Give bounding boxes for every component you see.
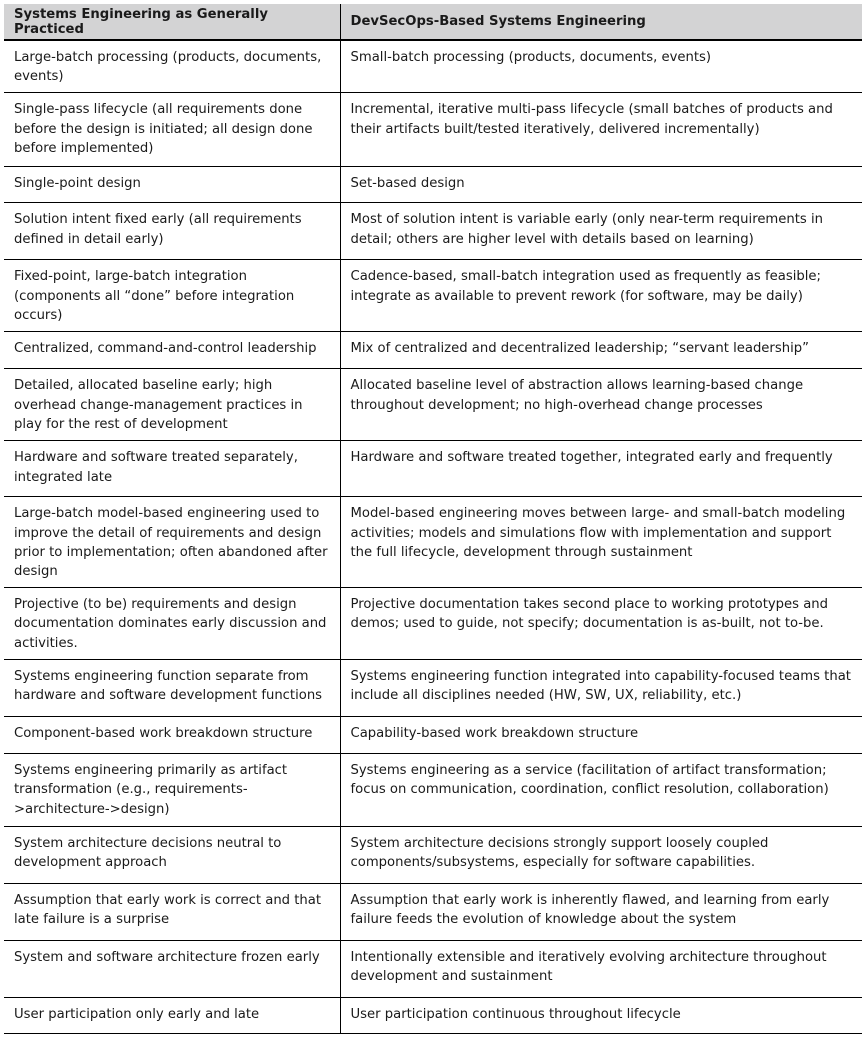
cell-traditional-practice: Solution intent fixed early (all requirements defined in detail early) (4, 203, 340, 260)
cell-devsecops-practice: Allocated baseline level of abstraction allows learning-based change throughout development; no high-overhead change processes (340, 369, 862, 441)
table-row (4, 941, 862, 998)
cell-traditional-practice: System architecture decisions neutral to development approach (4, 827, 340, 884)
table-row (4, 754, 862, 827)
cell-devsecops-practice: Systems engineering as a service (facilitation of artifact transformation; focus on communication, coordination, conflict resolution, collaboration) (340, 754, 862, 827)
table-row (4, 660, 862, 717)
cell-traditional-practice: Systems engineering primarily as artifact transformation (e.g., requirements->architecture->design) (4, 754, 340, 827)
cell-traditional-practice: System and software architecture frozen early (4, 941, 340, 998)
cell-traditional-practice: Systems engineering function separate from hardware and software development functions (4, 660, 340, 717)
cell-devsecops-practice: Mix of centralized and decentralized leadership; “servant leadership” (340, 332, 862, 369)
cell-devsecops-practice: Incremental, iterative multi-pass lifecycle (small batches of products and their artifacts built/tested iteratively, delivered incrementally) (340, 93, 862, 167)
table-row (4, 203, 862, 260)
cell-traditional-practice: Component-based work breakdown structure (4, 717, 340, 754)
table-row (4, 588, 862, 660)
cell-traditional-practice: Single-pass lifecycle (all requirements done before the design is initiated; all design done before implemented) (4, 93, 340, 167)
header-row (4, 4, 862, 40)
cell-traditional-practice: Single-point design (4, 167, 340, 203)
comparison-table-container (4, 4, 862, 1034)
cell-traditional-practice: Hardware and software treated separately, integrated late (4, 441, 340, 497)
table-row (4, 332, 862, 369)
cell-devsecops-practice: Set-based design (340, 167, 862, 203)
table-row (4, 998, 862, 1034)
cell-traditional-practice: Assumption that early work is correct and that late failure is a surprise (4, 884, 340, 941)
table-row (4, 497, 862, 588)
table-row (4, 260, 862, 332)
header-devsecops-se: DevSecOps-Based Systems Engineering (340, 4, 862, 40)
cell-devsecops-practice: Intentionally extensible and iteratively evolving architecture throughout development and sustainment (340, 941, 862, 998)
cell-devsecops-practice: Systems engineering function integrated into capability-focused teams that include all disciplines needed (HW, SW, UX, reliability, etc.) (340, 660, 862, 717)
cell-traditional-practice: Detailed, allocated baseline early; high overhead change-management practices in play for the rest of development (4, 369, 340, 441)
cell-devsecops-practice: User participation continuous throughout lifecycle (340, 998, 862, 1034)
table-row (4, 40, 862, 93)
cell-devsecops-practice: Cadence-based, small-batch integration used as frequently as feasible; integrate as available to prevent rework (for software, may be daily) (340, 260, 862, 332)
table-row (4, 717, 862, 754)
cell-traditional-practice: Projective (to be) requirements and design documentation dominates early discussion and activities. (4, 588, 340, 660)
cell-devsecops-practice: Projective documentation takes second place to working prototypes and demos; used to guide, not specify; documentation is as-built, not to-be. (340, 588, 862, 660)
cell-traditional-practice: Large-batch processing (products, documents, events) (4, 40, 340, 93)
cell-traditional-practice: Large-batch model-based engineering used to improve the detail of requirements and design prior to implementation; often abandoned after design (4, 497, 340, 588)
table-row (4, 93, 862, 167)
cell-traditional-practice: Centralized, command-and-control leadership (4, 332, 340, 369)
table-row (4, 827, 862, 884)
cell-devsecops-practice: Hardware and software treated together, integrated early and frequently (340, 441, 862, 497)
table-row (4, 441, 862, 497)
cell-devsecops-practice: Small-batch processing (products, documents, events) (340, 40, 862, 93)
comparison-table (4, 4, 862, 1034)
table-row (4, 369, 862, 441)
cell-devsecops-practice: Assumption that early work is inherently flawed, and learning from early failure feeds the evolution of knowledge about the system (340, 884, 862, 941)
header-traditional-se: Systems Engineering as Generally Practiced (4, 4, 340, 40)
cell-traditional-practice: User participation only early and late (4, 998, 340, 1034)
cell-devsecops-practice: Capability-based work breakdown structure (340, 717, 862, 754)
cell-devsecops-practice: System architecture decisions strongly support loosely coupled components/subsystems, especially for software capabilities. (340, 827, 862, 884)
table-body (4, 40, 862, 1034)
cell-devsecops-practice: Most of solution intent is variable early (only near-term requirements in detail; others are higher level with details based on learning) (340, 203, 862, 260)
table-row (4, 167, 862, 203)
table-row (4, 884, 862, 941)
cell-devsecops-practice: Model-based engineering moves between large- and small-batch modeling activities; models and simulations flow with implementation and support the full lifecycle, development through sustainment (340, 497, 862, 588)
cell-traditional-practice: Fixed-point, large-batch integration (components all “done” before integration occurs) (4, 260, 340, 332)
